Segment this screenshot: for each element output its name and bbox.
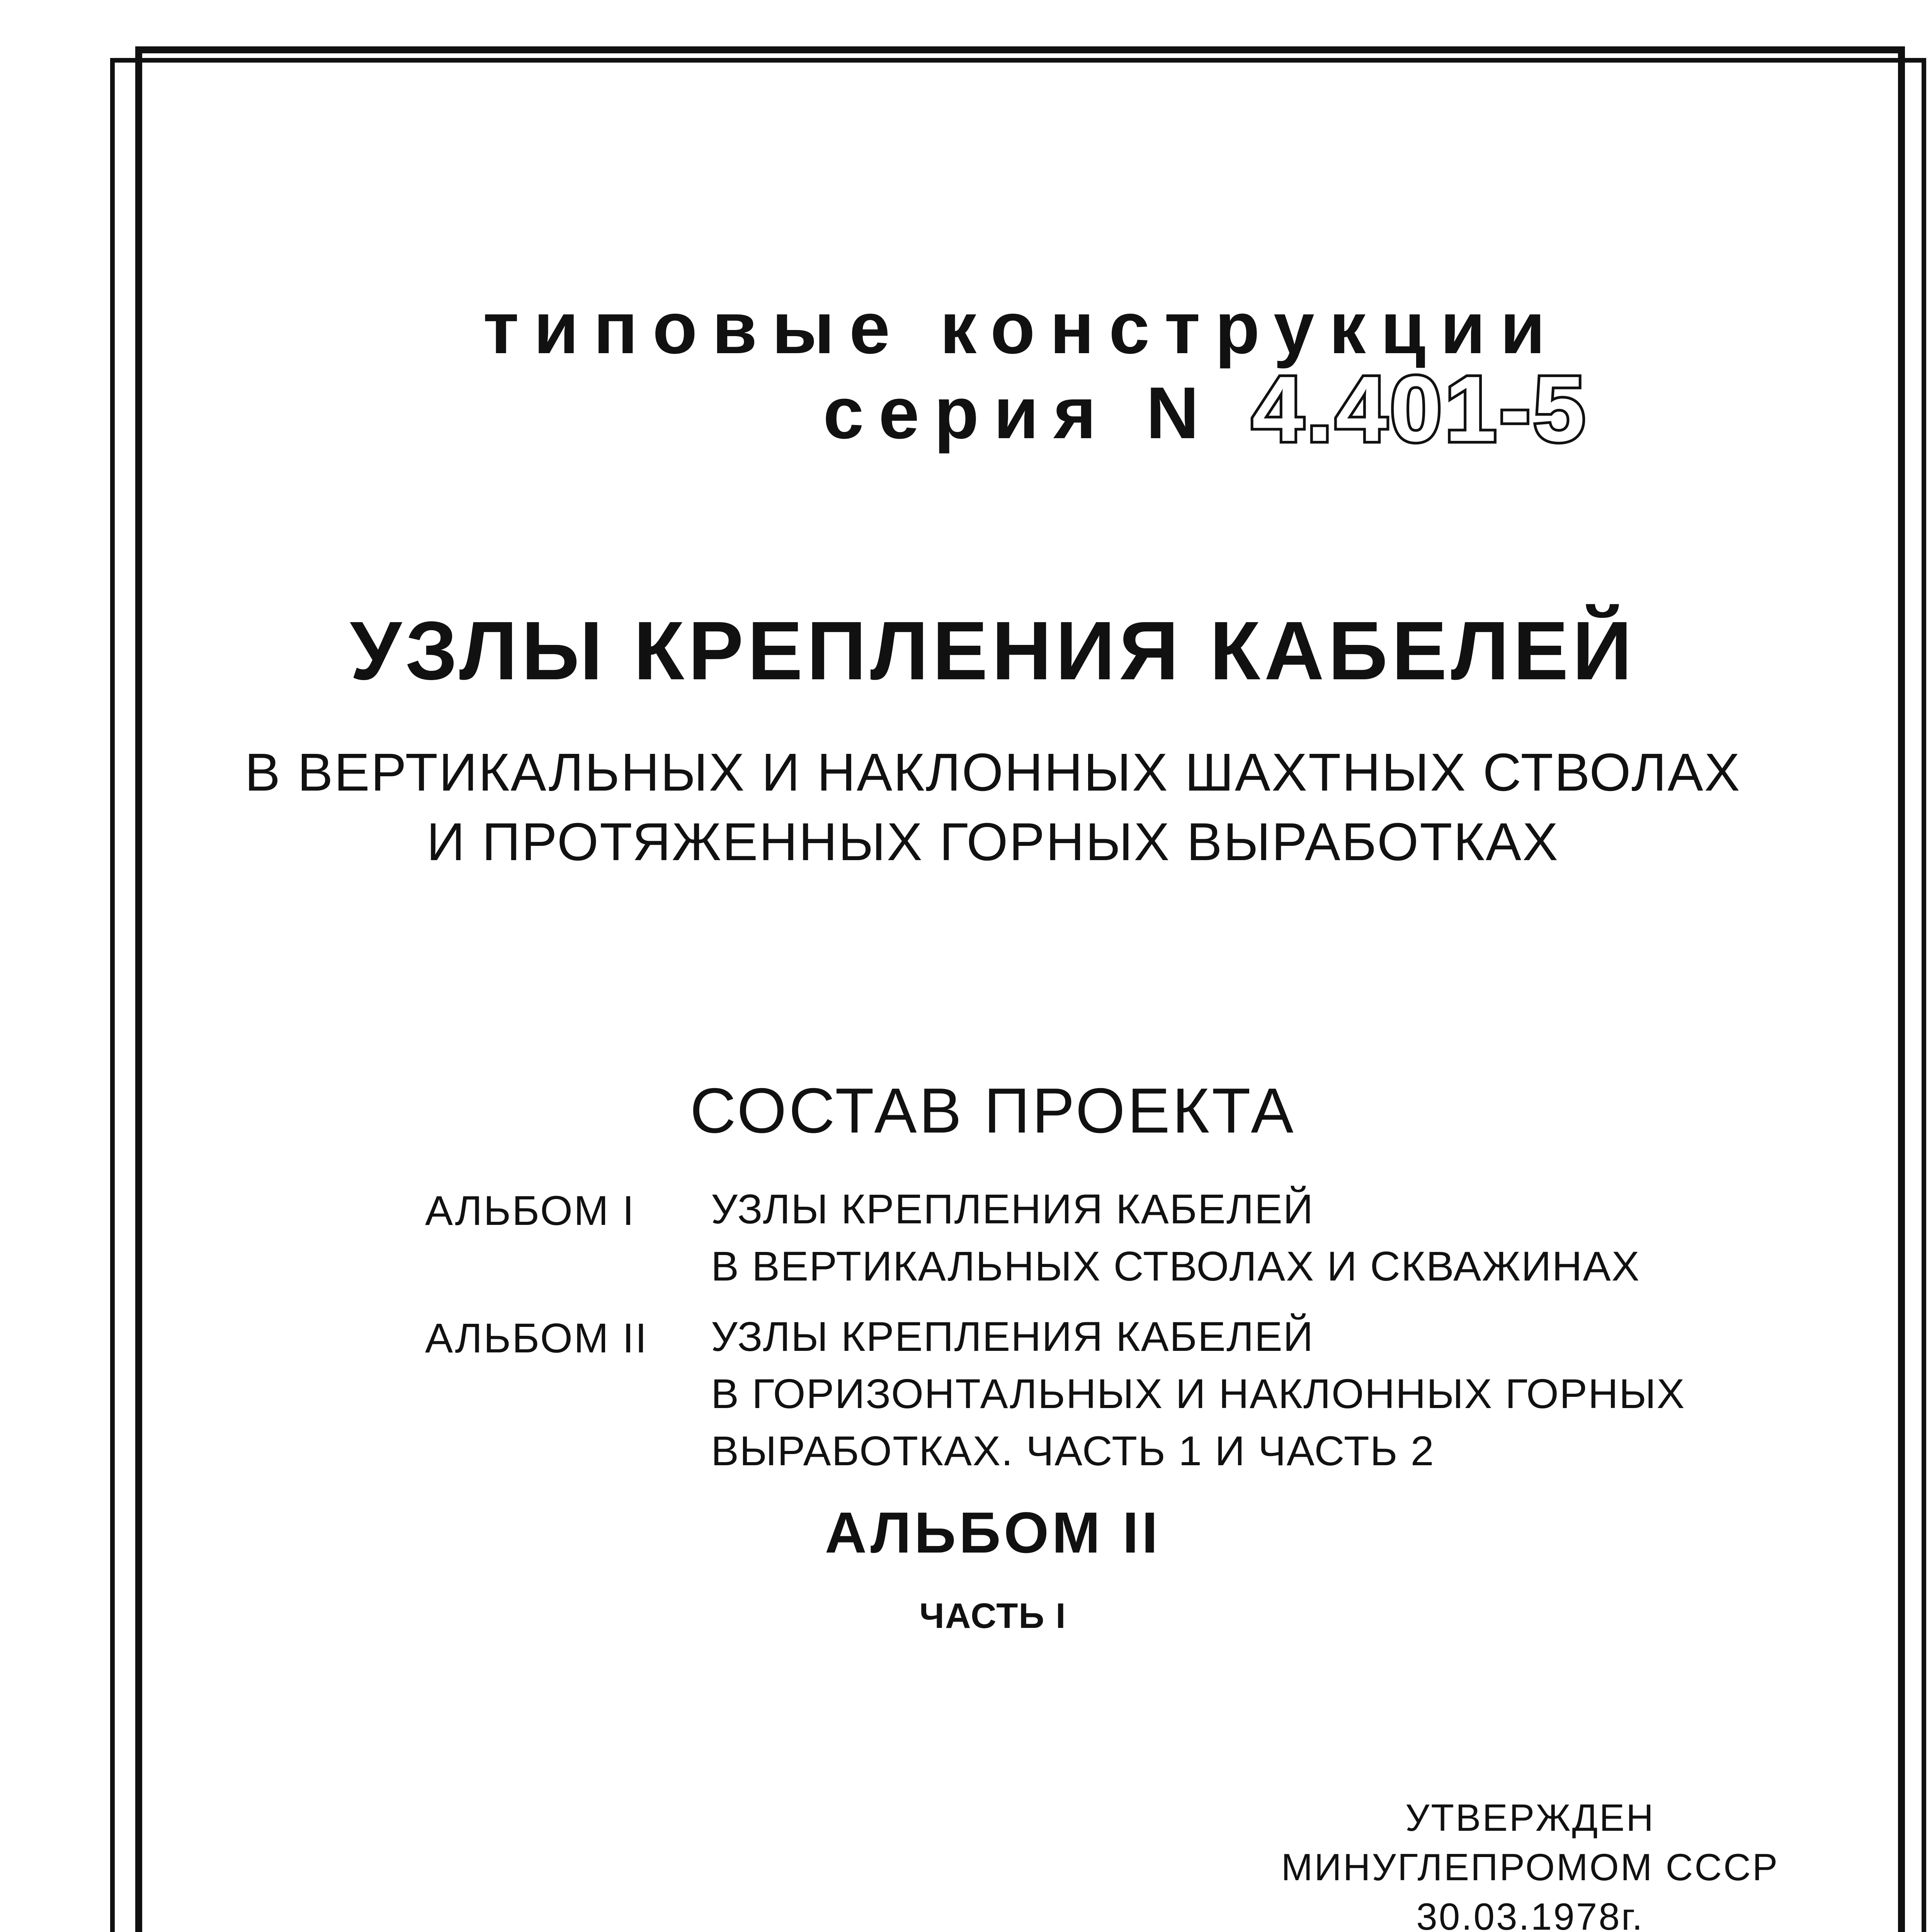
approval-line: УТВЕРЖДЕН bbox=[1405, 1796, 1655, 1839]
approval-line: МИНУГЛЕПРОМОМ СССР bbox=[1281, 1846, 1779, 1888]
album-1-description bbox=[711, 1180, 1640, 1295]
document-title: УЗЛЫ КРЕПЛЕНИЯ КАБЕЛЕЙ bbox=[350, 604, 1636, 697]
album-1-line: В ВЕРТИКАЛЬНЫХ СТВОЛАХ И СКВАЖИНАХ bbox=[711, 1243, 1640, 1289]
album-1-label: АЛЬБОМ I bbox=[425, 1187, 635, 1234]
subtitle-line-1: В ВЕРТИКАЛЬНЫХ И НАКЛОННЫХ ШАХТНЫХ СТВОЛАХ bbox=[245, 743, 1741, 802]
album-2-line: УЗЛЫ КРЕПЛЕНИЯ КАБЕЛЕЙ bbox=[711, 1313, 1314, 1360]
approval-block bbox=[1260, 1793, 1801, 1932]
album-2-description bbox=[711, 1308, 1685, 1480]
series-label: серия N bbox=[823, 372, 1214, 454]
approval-line: 30.03.1978г. bbox=[1416, 1895, 1644, 1932]
composition-heading: СОСТАВ ПРОЕКТА bbox=[690, 1075, 1296, 1146]
current-part-heading: ЧАСТЬ I bbox=[919, 1596, 1066, 1636]
album-2-line: В ГОРИЗОНТАЛЬНЫХ И НАКЛОННЫХ ГОРНЫХ bbox=[711, 1370, 1685, 1417]
series-number: 4.401-5 bbox=[1252, 357, 1588, 461]
subtitle-line-2: И ПРОТЯЖЕННЫХ ГОРНЫХ ВЫРАБОТКАХ bbox=[426, 812, 1560, 872]
album-1-line: УЗЛЫ КРЕПЛЕНИЯ КАБЕЛЕЙ bbox=[711, 1185, 1314, 1232]
album-2-label: АЛЬБОМ II bbox=[425, 1315, 648, 1361]
current-album-heading: АЛЬБОМ II bbox=[825, 1500, 1161, 1565]
album-2-line: ВЫРАБОТКАХ. ЧАСТЬ 1 И ЧАСТЬ 2 bbox=[711, 1427, 1435, 1474]
series-type: типовые конструкции bbox=[483, 287, 1560, 369]
